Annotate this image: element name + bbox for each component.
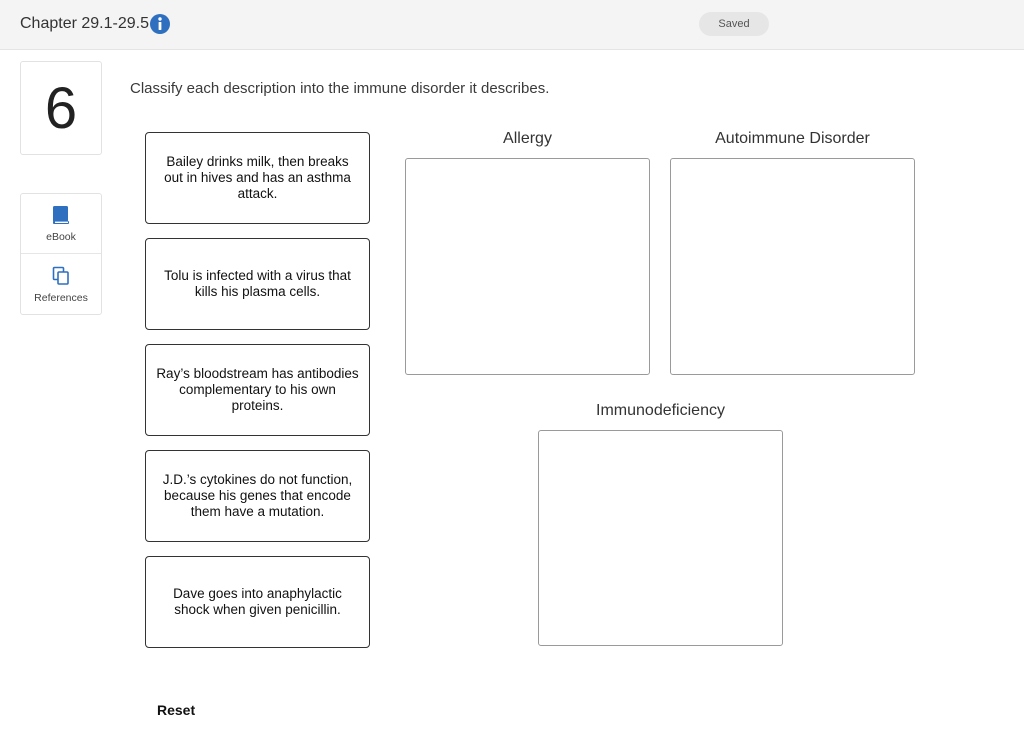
- references-label: References: [34, 292, 88, 304]
- reset-button[interactable]: Reset: [157, 702, 196, 718]
- card-text: Dave goes into anaphylactic shock when given penicillin.: [173, 586, 342, 617]
- saved-status-badge: Saved: [699, 12, 769, 36]
- draggable-card[interactable]: [145, 238, 370, 330]
- autoimmune-drop-zone[interactable]: [670, 158, 915, 375]
- draggable-card[interactable]: [145, 344, 370, 436]
- ebook-label: eBook: [46, 231, 76, 243]
- question-number: 6: [20, 61, 102, 155]
- card-text: Ray’s bloodstream has antibodies complementary to his own proteins.: [156, 366, 359, 413]
- draggable-card[interactable]: [145, 450, 370, 542]
- chapter-title: Chapter 29.1-29.5: [20, 15, 149, 32]
- info-icon[interactable]: [149, 13, 171, 35]
- card-text: Tolu is infected with a virus that kills his plasma cells.: [164, 268, 351, 299]
- top-bar: [0, 0, 1024, 50]
- references-button[interactable]: [21, 255, 101, 315]
- immunodeficiency-zone-label: Immunodeficiency: [596, 402, 725, 419]
- tools-panel: [20, 193, 102, 315]
- allergy-drop-zone[interactable]: [405, 158, 650, 375]
- card-text: J.D.’s cytokines do not function, because his genes that encode them have a mutation.: [162, 472, 353, 519]
- autoimmune-zone-label: Autoimmune Disorder: [715, 130, 870, 147]
- question-prompt: Classify each description into the immune disorder it describes.: [130, 80, 550, 97]
- book-icon: [52, 205, 70, 225]
- immunodeficiency-drop-zone[interactable]: [538, 430, 783, 646]
- card-text: Bailey drinks milk, then breaks out in hives and has an asthma attack.: [164, 154, 351, 201]
- ebook-button[interactable]: [21, 194, 101, 254]
- allergy-zone-label: Allergy: [503, 130, 552, 147]
- draggable-card[interactable]: [145, 132, 370, 224]
- draggable-card[interactable]: [145, 556, 370, 648]
- copy-pages-icon: [52, 266, 70, 286]
